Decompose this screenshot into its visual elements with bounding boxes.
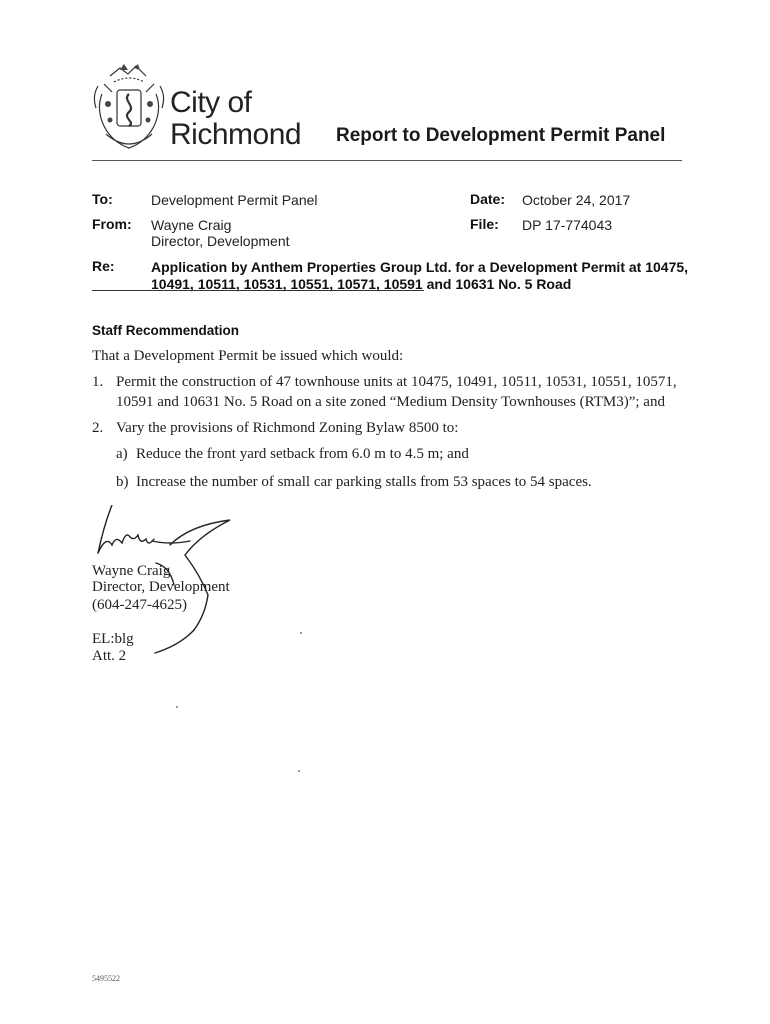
re-line2: 10491, 10511, 10531, 10551, 10571, 10591 and 10631 No. 5 Road — [151, 276, 572, 292]
re-line1: Application by Anthem Properties Group Ltd. for a Development Permit at 10475, — [151, 259, 689, 275]
re-label: Re: — [92, 258, 115, 274]
sublist-item-text: Reduce the front yard setback from 6.0 m to 4.5 m; and — [136, 446, 469, 462]
signatory-title: Director, Development — [92, 579, 230, 595]
attachments-count: Att. 2 — [92, 648, 127, 664]
from-title: Director, Development — [151, 233, 290, 249]
to-value: Development Permit Panel — [151, 192, 318, 208]
sublist-item-label: b) — [116, 474, 129, 490]
scan-speck — [298, 770, 300, 772]
city-name-line2: Richmond — [170, 118, 302, 151]
header-divider — [92, 160, 682, 161]
scan-speck — [300, 632, 302, 634]
list-item-number: 2. — [92, 420, 104, 436]
recommendation-list — [92, 372, 692, 500]
scan-speck — [176, 706, 178, 708]
re-underline — [92, 290, 424, 291]
typist-initials: EL:blg — [92, 631, 134, 647]
sublist-item-text: Increase the number of small car parking stalls from 53 spaces to 54 spaces. — [136, 474, 592, 490]
file-value: DP 17-774043 — [522, 217, 613, 233]
list-item — [92, 418, 692, 492]
date-value: October 24, 2017 — [522, 192, 631, 208]
list-item — [92, 372, 692, 412]
from-label: From: — [92, 216, 132, 232]
report-title: Report to Development Permit Panel — [336, 125, 666, 146]
from-name: Wayne Craig — [151, 217, 232, 233]
sublist-item — [116, 472, 692, 492]
signatory-phone: (604-247-4625) — [92, 597, 187, 613]
sublist-item — [116, 444, 692, 464]
date-label: Date: — [470, 191, 506, 207]
sublist-item-label: a) — [116, 446, 128, 462]
list-item-text: Permit the construction of 47 townhouse units at 10475, 10491, 10511, 10531, 10551, 10571, 10591 and 10631 No. 5 Road on a site zoned “Medium Density Townhouses (RTM3)”; and — [116, 374, 677, 410]
list-item-number: 1. — [92, 374, 104, 390]
list-item-text: Vary the provisions of Richmond Zoning Bylaw 8500 to: — [116, 420, 459, 436]
intro-paragraph: That a Development Permit be issued which would: — [92, 348, 404, 364]
to-label: To: — [92, 191, 113, 207]
signatory-name: Wayne Craig — [92, 563, 171, 579]
section-heading: Staff Recommendation — [92, 323, 240, 338]
variance-sublist — [116, 444, 692, 492]
document-id: 5495522 — [92, 974, 120, 983]
file-label: File: — [470, 216, 499, 232]
city-name-line1: City of — [170, 86, 252, 119]
city-crest-logo — [90, 64, 168, 154]
